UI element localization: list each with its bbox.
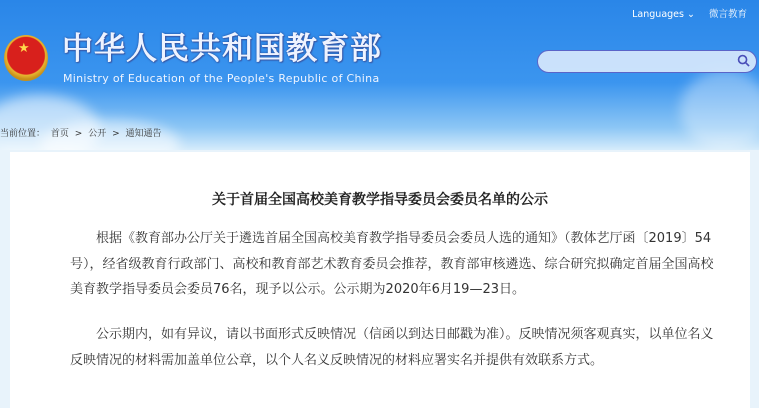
breadcrumb-notices[interactable]: 通知通告 xyxy=(125,129,162,139)
search-icon[interactable] xyxy=(737,54,750,67)
national-emblem-logo: ★ xyxy=(4,35,48,81)
breadcrumb-public[interactable]: 公开 xyxy=(88,129,107,139)
article-title: 关于首届全国高校美育教学指导委员会委员名单的公示 xyxy=(212,192,548,208)
languages-dropdown[interactable]: Languages ⌄ xyxy=(632,9,695,20)
breadcrumb: 当前位置： 首页 > 公开 > 通知通告 xyxy=(0,129,162,139)
top-nav xyxy=(632,9,747,21)
search-box[interactable] xyxy=(537,50,757,73)
site-title: 中华人民共和国教育部 xyxy=(62,31,382,67)
site-header xyxy=(0,0,759,150)
article-panel xyxy=(10,152,750,408)
weiyan-link[interactable]: 微言教育 xyxy=(708,9,747,20)
breadcrumb-home[interactable]: 首页 xyxy=(50,129,69,139)
site-subtitle: Ministry of Education of the People's Republic of China xyxy=(63,72,380,85)
chevron-down-icon: ⌄ xyxy=(687,9,695,20)
article-paragraph: 根据《教育部办公厅关于遴选首届全国高校美育教学指导委员会委员人选的通知》（教体艺厅函〔2019〕54 号），经省级教育行政部门、高校和教育部艺术教育委员会推荐，教育部审核遴选、综合研究拟确定首届全国高校 美育教学指导委员会委员76名，现予以公示。公示期为2020年6月19—23日。 xyxy=(70,231,714,297)
dandelion-decoration xyxy=(680,70,759,150)
article-paragraph: 公示期内，如有异议，请以书面形式反映情况（信函以到达日邮戳为准）。反映情况须客观真实，以单位名义 反映情况的材料需加盖单位公章，以个人名义反映情况的材料应署实名并提供有效联系方式。 xyxy=(70,327,714,368)
